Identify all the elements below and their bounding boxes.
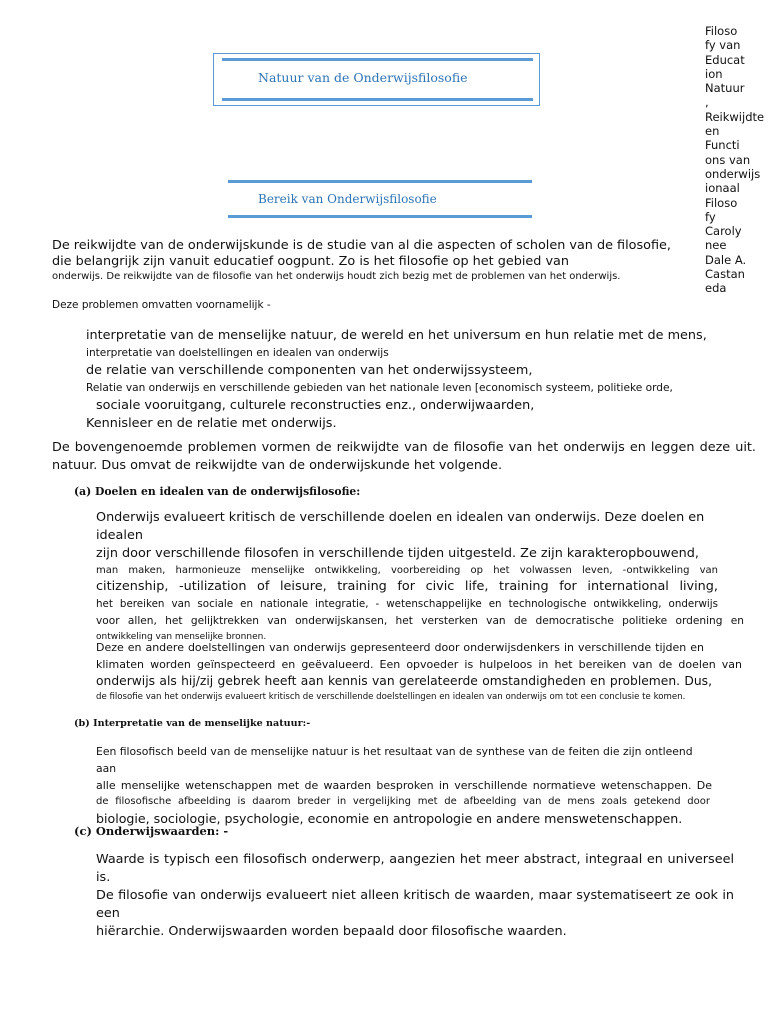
text-line: de filosofie van het onderwijs evalueert kritisch de verschillende doelstellingen en idealen van onderwijs om tot een conclusie te komen. [96, 692, 686, 702]
summary-line: De bovengenoemde problemen vormen de reikwijdte van de filosofie van het onderwijs en leggen deze uit. [52, 440, 756, 455]
text-line: de filosofische afbeelding is daarom breder in vergelijking met de afbeelding van de mens zoals getekend door [96, 796, 710, 807]
text-line: biologie, sociologie, psychologie, economie en antropologie en andere menswetenschappen. [96, 811, 683, 826]
list-item: interpretatie van doelstellingen en idealen van onderwijs [86, 347, 389, 359]
text-line: alle menselijke wetenschappen met de waarden besproken in verschillende normatieve wetenschappen. De [96, 779, 712, 792]
intro-line: De reikwijdte van de onderwijskunde is de studie van al die aspecten of scholen van de filosofie, [52, 238, 671, 253]
title-box-nature [213, 53, 540, 106]
section-b-heading: (b) Interpretatie van de menselijke natuur:- [74, 718, 311, 729]
section-a-paragraph-2 [96, 639, 742, 704]
list-item: de relatie van verschillende componenten van het onderwijssysteem, [86, 363, 533, 378]
section-a-heading: (a) Doelen en idealen van de onderwijsfilosofie: [74, 485, 361, 498]
text-line: hiërarchie. Onderwijswaarden worden bepaald door filosofische waarden. [96, 924, 567, 939]
summary-paragraph [52, 439, 756, 475]
intro-line: die belangrijk zijn vanuit educatief oogpunt. Zo is het filosofie op het gebied van [52, 254, 569, 269]
list-item: Relatie van onderwijs en verschillende gebieden van het nationale leven [economisch systeem, politieke orde, [86, 382, 673, 394]
text-line: zijn door verschillende filosofen in verschillende tijden uitgesteld. Ze zijn karakteropbouwend, [96, 546, 699, 561]
title-rule-bottom [222, 98, 533, 101]
text-line: voor allen, het gelijktrekken van onderwijskansen, het versterken van de democratische politieke ordening en [96, 615, 744, 627]
text-line: ontwikkeling van menselijke bronnen. [96, 632, 267, 642]
problems-list [75, 327, 735, 433]
title-box-scope [220, 176, 538, 222]
title-rule-bottom [228, 215, 532, 218]
problems-intro: Deze problemen omvatten voornamelijk - [52, 299, 271, 311]
text-line: het bereiken van sociale en nationale integratie, - wetenschappelijke en technologische ontwikkeling, onderwijs [96, 598, 718, 610]
section-b-paragraph [96, 743, 712, 828]
text-line: onderwijs als hij/zij gebrek heeft aan kennis van gerelateerde omstandigheden en problemen. Dus, [96, 674, 712, 688]
summary-line: natuur. Dus omvat de reikwijdte van de onderwijskunde het volgende. [52, 458, 503, 473]
text-line: Onderwijs evalueert kritisch de verschillende doelen en idealen van onderwijs. Deze doelen en idealen [96, 510, 705, 543]
text-line: citizenship, -utilization of leisure, training for civic life, training for international living, [96, 579, 718, 594]
title-rule-top [222, 58, 533, 61]
text-line: klimaten worden geïnspecteerd en geëvalueerd. Een opvoeder is hulpeloos in het bereiken van de doelen van [96, 658, 742, 671]
text-line: Een filosofisch beeld van de menselijke natuur is het resultaat van de synthese van de feiten die zijn ontleend aan [96, 745, 693, 775]
text-line: Deze en andere doelstellingen van onderwijs gepresenteerd door onderwijsdenkers in verschillende tijden en [96, 641, 704, 654]
title-scope: Bereik van Onderwijsfilosofie [258, 192, 437, 206]
section-c-paragraph [96, 851, 734, 941]
text-line: Waarde is typisch een filosofisch onderwerp, aangezien het meer abstract, integraal en universeel is. [96, 852, 734, 885]
list-item: interpretatie van de menselijke natuur, de wereld en het universum en hun relatie met de mens, [86, 328, 707, 343]
section-a-paragraph-1 [96, 509, 744, 644]
text-line: De filosofie van onderwijs evalueert niet alleen kritisch de waarden, maar systematiseert ze ook in een [96, 888, 734, 921]
list-item: Kennisleer en de relatie met onderwijs. [86, 416, 337, 431]
intro-line: onderwijs. De reikwijdte van de filosofie van het onderwijs houdt zich bezig met de problemen van het onderwijs. [52, 271, 621, 282]
list-item-continuation: sociale vooruitgang, culturele reconstructies enz., onderwijwaarden, [96, 398, 535, 413]
section-c-heading: (c) Onderwijswaarden: - [74, 824, 229, 838]
title-rule-top [228, 180, 532, 183]
side-column-text: Filoso fy van Educat ion Natuur , Reikwijdte en Functi ons van onderwijs ionaal Filoso fy Caroly nee Dale A. Castan eda [705, 24, 765, 296]
title-nature: Natuur van de Onderwijsfilosofie [258, 70, 468, 85]
intro-paragraph [52, 238, 692, 284]
text-line: man maken, harmonieuze menselijke ontwikkeling, voorbereiding op het volwassen leven, -ontwikkeling van [96, 565, 718, 576]
